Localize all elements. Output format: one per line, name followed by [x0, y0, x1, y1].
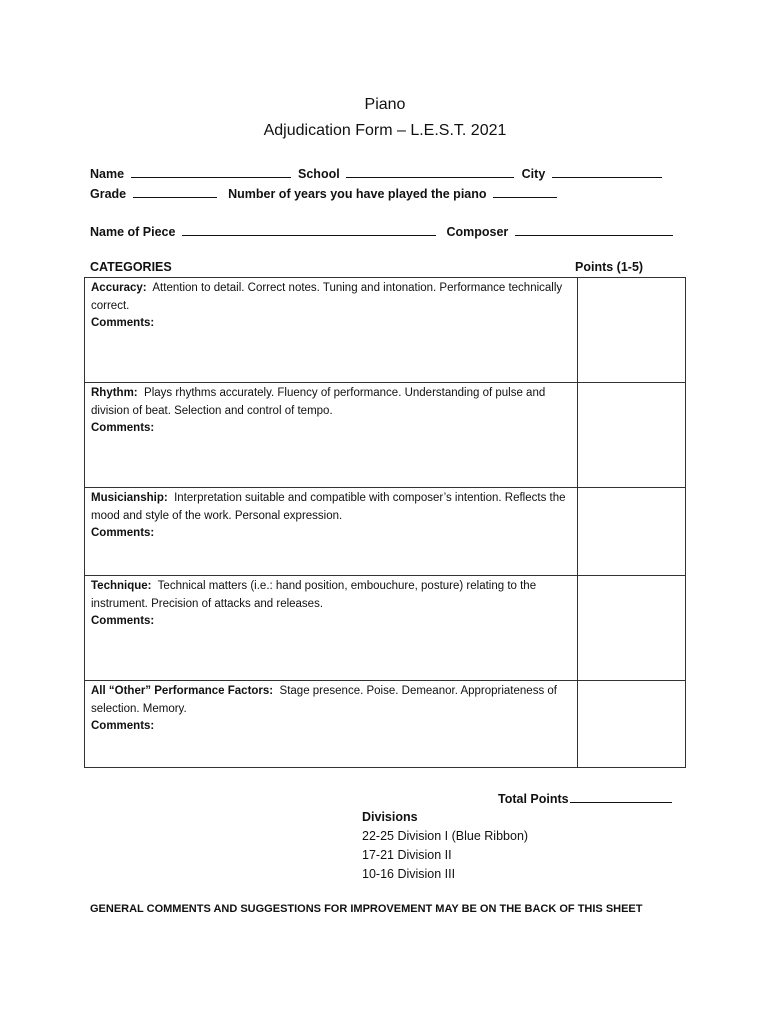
category-text: Interpretation suitable and compatible with composer’s intention. Reflects the mood and style of the work. Personal expression. — [91, 492, 566, 522]
categories-table — [84, 277, 686, 768]
category-description — [85, 383, 578, 488]
points-cell[interactable] — [578, 681, 686, 768]
footer-note: GENERAL COMMENTS AND SUGGESTIONS FOR IMPROVEMENT MAY BE ON THE BACK OF THIS SHEET — [90, 903, 643, 915]
division-item: 17-21 Division II — [362, 848, 452, 862]
composer-label: Composer — [446, 225, 509, 239]
category-text: Attention to detail. Correct notes. Tuning and intonation. Performance technically correct. — [91, 282, 563, 312]
category-row-accuracy — [85, 278, 686, 383]
composer-field[interactable] — [515, 223, 673, 236]
comments-label: Comments: — [91, 615, 155, 627]
category-row-other — [85, 681, 686, 768]
category-title: Musicianship: — [91, 492, 168, 504]
divisions-label: Divisions — [362, 810, 418, 824]
city-label: City — [521, 167, 546, 181]
category-title: All “Other” Performance Factors: — [91, 685, 274, 697]
category-text: Plays rhythms accurately. Fluency of performance. Understanding of pulse and division of beat. Selection and control of tempo. — [91, 387, 546, 417]
category-row-rhythm — [85, 383, 686, 488]
category-text: Stage presence. Poise. Demeanor. Appropriateness of selection. Memory. — [91, 685, 557, 715]
categories-header: CATEGORIES — [90, 260, 172, 274]
years-field[interactable] — [493, 185, 557, 198]
category-row-musicianship — [85, 488, 686, 576]
total-points-line — [498, 790, 676, 806]
category-row-technique — [85, 576, 686, 681]
school-label: School — [298, 167, 340, 181]
category-description — [85, 488, 578, 576]
form-title: Piano — [364, 96, 406, 113]
piece-label: Name of Piece — [90, 225, 176, 239]
city-field[interactable] — [552, 165, 662, 178]
category-description — [85, 278, 578, 383]
comments-label: Comments: — [91, 720, 155, 732]
category-title: Rhythm: — [91, 387, 138, 399]
comments-label: Comments: — [91, 422, 155, 434]
name-label: Name — [90, 167, 125, 181]
division-item: 10-16 Division III — [362, 867, 456, 881]
grade-field[interactable] — [133, 185, 217, 198]
piece-field[interactable] — [182, 223, 436, 236]
category-title: Technique: — [91, 580, 152, 592]
piece-info-line — [90, 223, 677, 239]
total-points-label: Total Points — [498, 792, 569, 806]
name-field[interactable] — [131, 165, 291, 178]
category-description — [85, 576, 578, 681]
comments-label: Comments: — [91, 527, 155, 539]
form-subtitle: Adjudication Form – L.E.S.T. 2021 — [263, 122, 507, 139]
points-cell[interactable] — [578, 278, 686, 383]
divisions-block — [362, 808, 528, 884]
category-text: Technical matters (i.e.: hand position, embouchure, posture) relating to the instrument. Precision of attacks and releases. — [91, 580, 537, 610]
student-info-line-2 — [90, 185, 561, 201]
category-description — [85, 681, 578, 768]
school-field[interactable] — [346, 165, 514, 178]
points-cell[interactable] — [578, 488, 686, 576]
student-info-line-1 — [90, 165, 666, 181]
division-item: 22-25 Division I (Blue Ribbon) — [362, 829, 529, 843]
years-label: Number of years you have played the piano — [228, 187, 487, 201]
points-header: Points (1-5) — [575, 260, 644, 274]
total-points-field[interactable] — [570, 790, 672, 803]
category-title: Accuracy: — [91, 282, 147, 294]
points-cell[interactable] — [578, 383, 686, 488]
points-cell[interactable] — [578, 576, 686, 681]
comments-label: Comments: — [91, 317, 155, 329]
grade-label: Grade — [90, 187, 127, 201]
